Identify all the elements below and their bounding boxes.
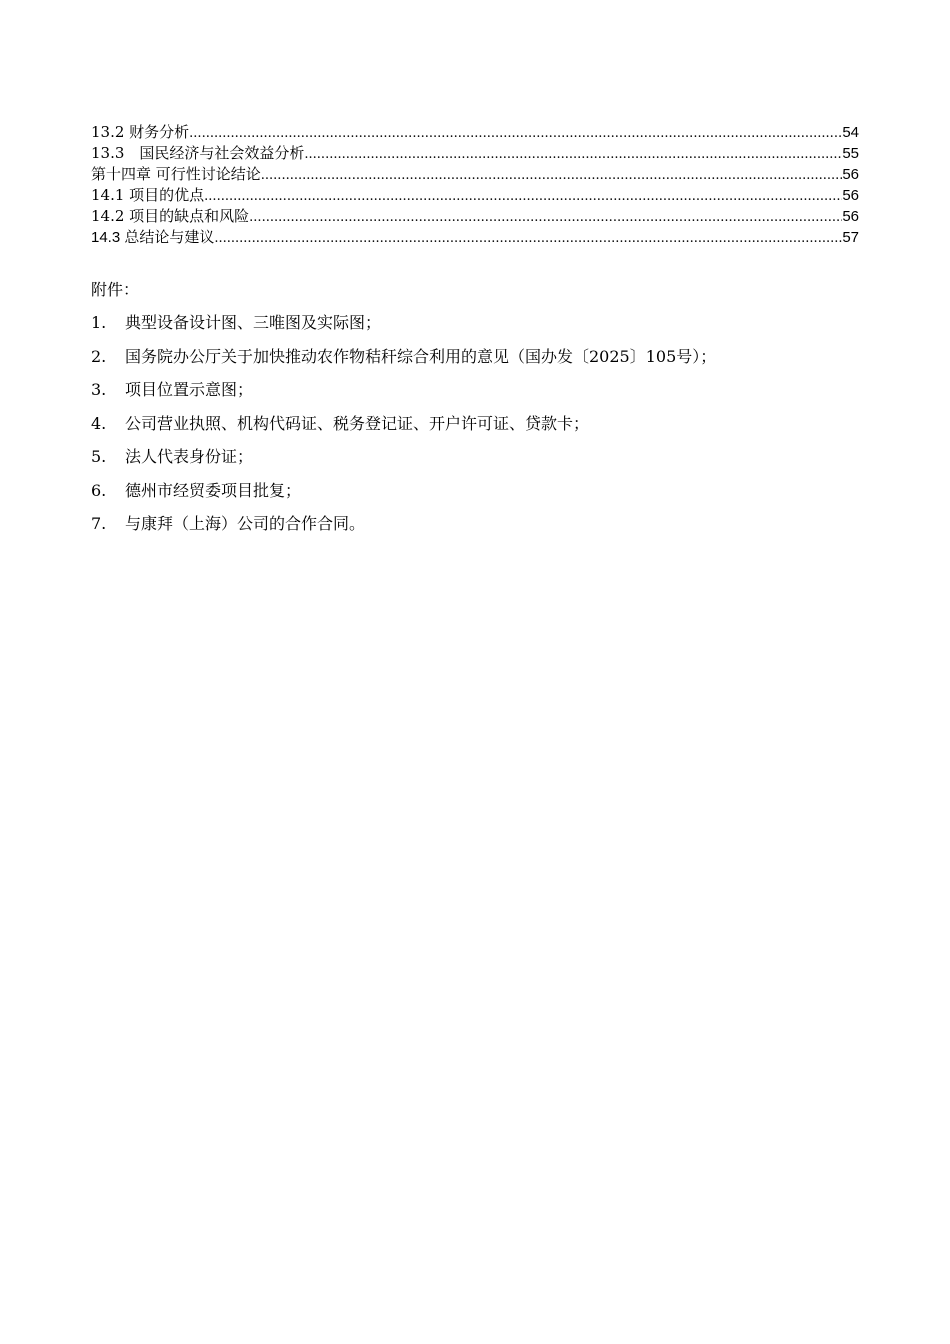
list-item-text: 法人代表身份证； [125, 447, 254, 466]
toc-leader-dots [204, 186, 842, 207]
toc-entry-title: 第十四章 可行性讨论结论 [91, 165, 261, 183]
table-of-contents [91, 122, 859, 248]
list-item-number: 7. [91, 514, 107, 533]
toc-entry[interactable] [91, 143, 859, 164]
attachments-list [91, 309, 871, 544]
toc-entry-title: 13.2 财务分析 [91, 123, 190, 141]
list-item [91, 510, 871, 544]
list-item-number: 6. [91, 480, 107, 500]
list-item-number: 3. [91, 380, 107, 399]
list-item-number: 1. [91, 313, 107, 332]
toc-entry[interactable] [91, 206, 859, 227]
attachments-heading: 附件： [91, 280, 140, 299]
list-item [91, 343, 871, 377]
toc-entry-page: 56 [842, 187, 859, 204]
list-item-text: 典型设备设计图、三唯图及实际图； [125, 313, 382, 332]
attachments-section [91, 276, 871, 544]
toc-entry-page: 56 [842, 166, 859, 183]
toc-entry-page: 57 [842, 229, 859, 246]
toc-entry[interactable] [91, 227, 859, 248]
list-item [91, 477, 871, 511]
list-item-text: 公司营业执照、机构代码证、税务登记证、开户许可证、贷款卡； [125, 413, 590, 433]
list-item-number: 4. [91, 413, 107, 433]
toc-entry-page: 56 [842, 208, 859, 225]
toc-leader-dots [261, 165, 843, 186]
toc-leader-dots [304, 144, 842, 165]
toc-entry-page: 55 [842, 145, 859, 162]
toc-entry-title: 14.1 项目的优点 [91, 186, 205, 204]
toc-entry[interactable] [91, 185, 859, 206]
toc-leader-dots [214, 228, 842, 249]
toc-leader-dots [249, 207, 842, 228]
list-item-number: 5. [91, 447, 107, 466]
toc-leader-dots [189, 123, 842, 144]
list-item-text: 德州市经贸委项目批复； [125, 480, 302, 500]
list-item-text: 国务院办公厅关于加快推动农作物秸秆综合利用的意见（国办发〔2025〕105号）； [125, 346, 717, 366]
toc-entry[interactable] [91, 164, 859, 185]
list-item [91, 443, 871, 477]
list-item-text: 项目位置示意图； [125, 380, 254, 399]
list-item [91, 410, 871, 444]
toc-entry[interactable] [91, 122, 859, 143]
list-item-number: 2. [91, 346, 107, 366]
toc-entry-title: 13.3 国民经济与社会效益分析 [91, 144, 305, 162]
list-item [91, 376, 871, 410]
list-item [91, 309, 871, 343]
toc-entry-page: 54 [842, 124, 859, 141]
toc-entry-title: 14.3 总结论与建议 [91, 229, 215, 246]
list-item-text: 与康拜（上海）公司的合作合同。 [125, 514, 366, 533]
toc-entry-title: 14.2 项目的缺点和风险 [91, 207, 250, 225]
